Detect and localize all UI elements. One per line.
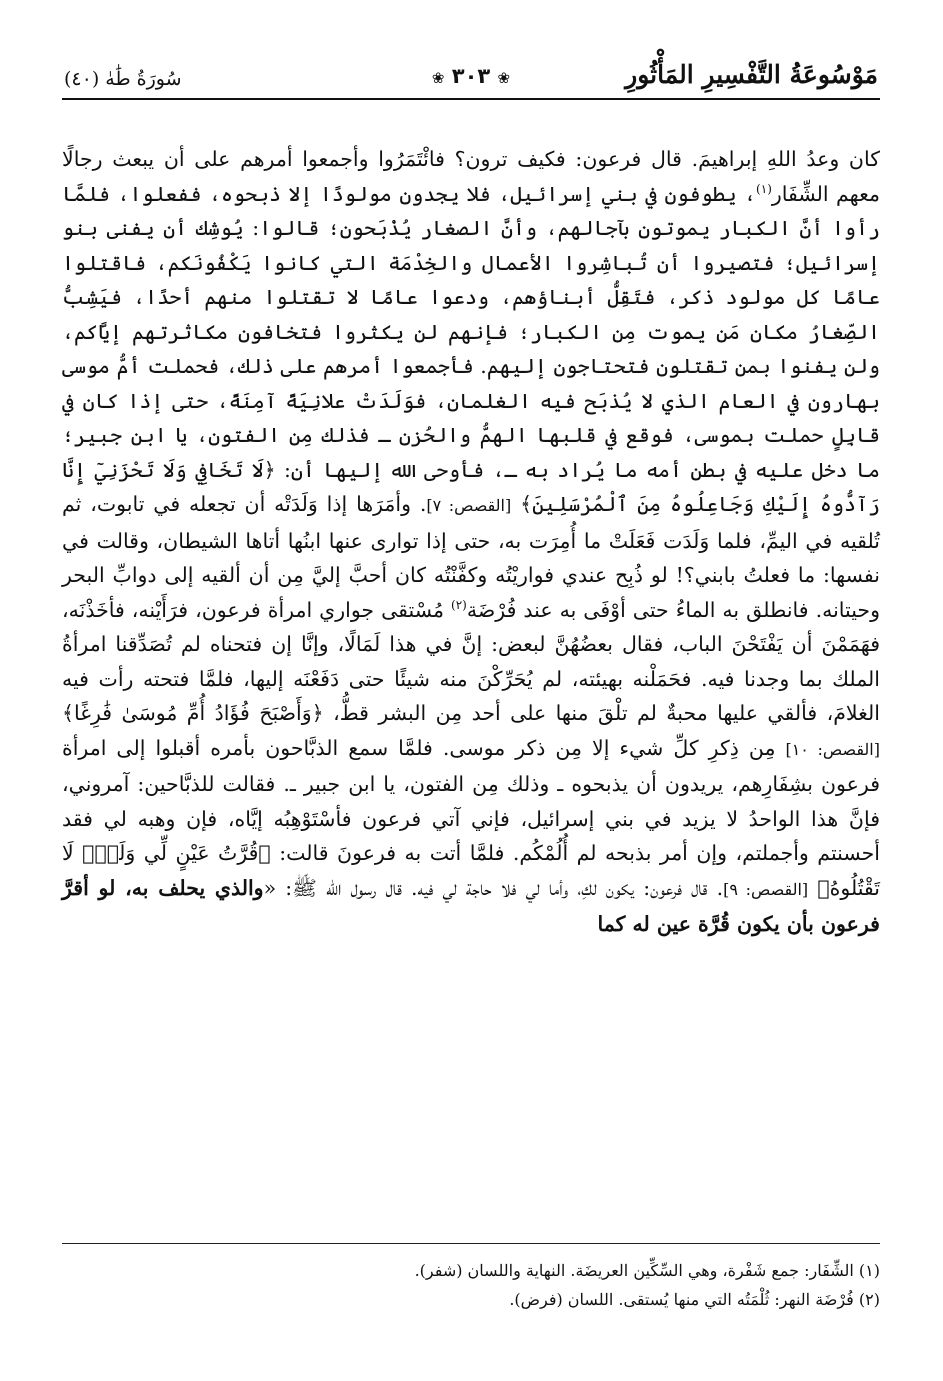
text-run: . وأمَرَها إذا وَلَدَتْه أن تجعله في تابوت، ثم تُلقيه في اليمِّ، فلما وَلَدَت فَعَلَتْ ما أُمِرَت به، حتى إذا توارى عنها ابنُها أتاها الشيطان، وقالت في نفسها: ما فعلتُ بابني؟! لو ذُبِح عندي فواريْتُه وكفَّنْتُه كان أحبَّ إليَّ مِن أن ألقيه إلى دوابِّ البحر وحيتانه. فانطلق به الماءُ حتى أوْفَى به عند فُرْضَة	[62, 492, 881, 622]
document-page	[62, 58, 880, 1348]
text-run: مُسْتقى جواري امرأة فرعون، فرَأَيْنه، فأخَذْنَه، فهَمَمْنَ أن يَفْتَحْنَ الباب، فقال بعضُهُنَّ لبعض: إنَّ في هذا لَمَالًا، وإنَّا إن فتحناه لم تُصَدِّقنا امرأةُ الملك بما وجدنا فيه. فحَمَلْنه بهيئته، لم يُحَرِّكْنَ منه شيئًا حتى دَفَعْنَه إليها، فلمَّا فتحته رأت فيه الغلامَ، فألقي عليها محبةٌ لم تلْقَ منها على أحد مِن البشر قطُّ،	[62, 597, 880, 725]
text-run: كان وعدُ اللهِ إبراهيمَ. قال فرعون: فكيف ترون؟ فائْتَمَرُوا وأجمعوا أمرهم على أن يبعث رجالًا معهم الشِّفَار	[62, 147, 880, 206]
quran-verse: ﴿لَا تَخَافِي وَلَا تَحْزَنِيٓ إِنَّا رَآدُّوهُ إِلَيْكِ وَجَاعِلُوهُ مِنَ ٱلْمُرْسَلِينَ﴾	[62, 457, 880, 516]
text-run: مِن ذِكرِ كلِّ شيء إلا مِن ذكر موسى. فلمَّا سمع الذبَّاحون بأمره أقبلوا إلى امرأة فرعون بشِفَارِهم، يريدون أن يذبحوه ـ وذلك مِن الفتون، يا ابن جبير ـ. فقالت للذبَّاحين: آمروني، فإنَّ هذا الواحدُ لا يزيد في بني إسرائيل، فإني آتي فرعون فأسْتَوْهِبُه إيَّاه، فإن وهبه لي فقد أحسنتم وأجملتم، وإن أمر بذبحه لم أُلُمْكُم. فلمَّا أتت به فرعونَ قالت:	[62, 735, 880, 865]
paragraph	[62, 142, 880, 942]
book-title: مَوْسُوعَةُ التَّفْسِيرِ المَأْثُورِ	[625, 60, 878, 89]
page-number: ٣٠٣	[451, 64, 491, 88]
footnote-item: (٢) فُرْضَة النهر: ثُلْمَتُه التي منها يُستقى. اللسان (فرض).	[509, 1290, 880, 1309]
quran-verse: ﴿وَأَصْبَحَ فُؤَادُ أُمِّ مُوسَىٰ فَٰرِغًا﴾	[62, 701, 324, 725]
footnote-item: (١) الشِّفَار: جمع شَفْرة، وهي السِّكِّين العريضَة. النهاية واللسان (شفر).	[414, 1261, 880, 1280]
main-text	[62, 142, 880, 942]
footnote-ref: (١)	[756, 181, 772, 196]
verse-citation: [القصص: ٧]	[426, 496, 512, 515]
page-number-block	[432, 64, 510, 88]
quran-verse: ﴿قُرَّتُ عَيْنٍ لِّي وَلَكَۖ لَا تَقْتُلُوهُ﴾	[62, 841, 880, 900]
footnotes	[62, 1256, 880, 1314]
hadith-text: والذي يحلف به، لو أقرَّ فرعون بأن يكون قُرَّة عين له كما	[62, 875, 880, 936]
text-run: . قال فرعون: يكون لكِ، وأما لي فلا حاجة لي فيه. قال رسول الله ﷺ: «	[263, 875, 724, 900]
footnote-rule	[62, 1243, 880, 1244]
header-rule	[62, 98, 880, 100]
text-run: ، يطوفون في بني إسرائيل، فلا يجدون مولودًا إلا ذبحوه، ففعلوا، فلمَّا رأوا أنَّ الكبار يموتون بآجالهم، وأنَّ الصغار يُذْبَحون؛ قالوا: يُوشِك أن يفنى بنو إسرائيل؛ فتصيروا أن تُباشِروا الأعمال والخِدْمَة التي كانوا يَكْفُونَكم، فاقتلوا عامًا كل مولود ذكر، فتَقِلُّ أبناؤهم، ودعوا عامًا لا تقتلوا منهم أحدًا، فيَشِبُّ الصِّغارُ مكان مَن يموت مِن الكبار؛ فإنهم لن يكثروا فتخافون مكاثرتهم إيَّاكم، ولن يفنوا بمن تقتلون فتحتاجون إليهم. فأجمعوا أمرهم على ذلك، فحملت أمُّ موسى بهارون في العام الذي لا يُذبَح فيه الغلمان، فوَلَدَتْ علانِيَةً آمِنَةً، حتى إذا كان في قابِلٍ حملت بموسى، فوقع في قلبها الهمُّ والحُزن ـ فذلك مِن الفتون، يا ابن جبير؛ ما دخل عليه في بطن أمه ما يُراد به ـ، فأوحى الله إليها أن:	[62, 181, 880, 482]
ornament-icon: ❀	[497, 69, 511, 87]
ornament-icon: ❀	[431, 69, 445, 87]
page-header	[62, 58, 880, 98]
footnote-ref: (٢)	[451, 597, 467, 612]
verse-citation: [القصص: ٩]	[723, 879, 809, 899]
surah-label: سُورَةُ طَٰهٰ (٤٠)	[64, 68, 182, 90]
verse-citation: [القصص: ١٠]	[785, 739, 880, 759]
